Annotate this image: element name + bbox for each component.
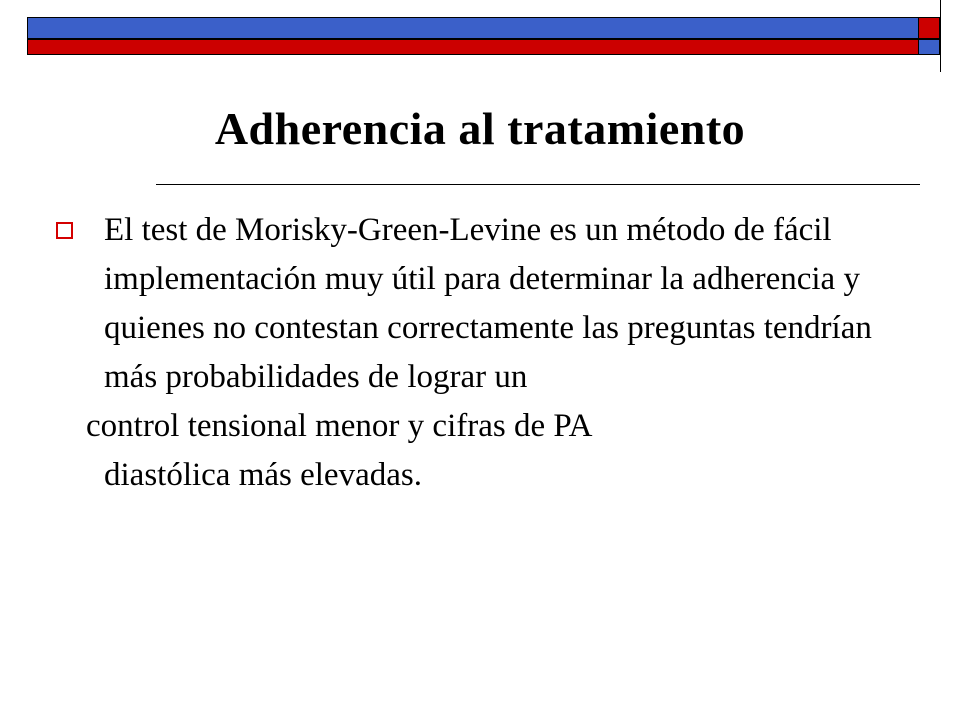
bullet-item bbox=[48, 206, 908, 402]
square-bullet-icon bbox=[56, 222, 73, 239]
continuation-line-2: diastólica más elevadas. bbox=[104, 457, 422, 493]
corner-square-red bbox=[918, 17, 940, 39]
corner-vertical-line bbox=[940, 0, 941, 72]
header-bar-red bbox=[27, 39, 939, 55]
header-bar-blue bbox=[27, 17, 939, 39]
slide-body bbox=[48, 206, 908, 500]
slide-title: Adherencia al tratamiento bbox=[214, 103, 746, 154]
continuation-line-1: control tensional menor y cifras de PA bbox=[86, 408, 593, 444]
bullet-text: El test de Morisky-Green-Levine es un método de fácil implementación muy útil para determinar la adherencia y quienes no contestan correctamente las preguntas tendrían más probabilidades de lograr un bbox=[104, 212, 872, 395]
corner-square-blue bbox=[918, 39, 940, 55]
title-divider bbox=[156, 184, 920, 185]
